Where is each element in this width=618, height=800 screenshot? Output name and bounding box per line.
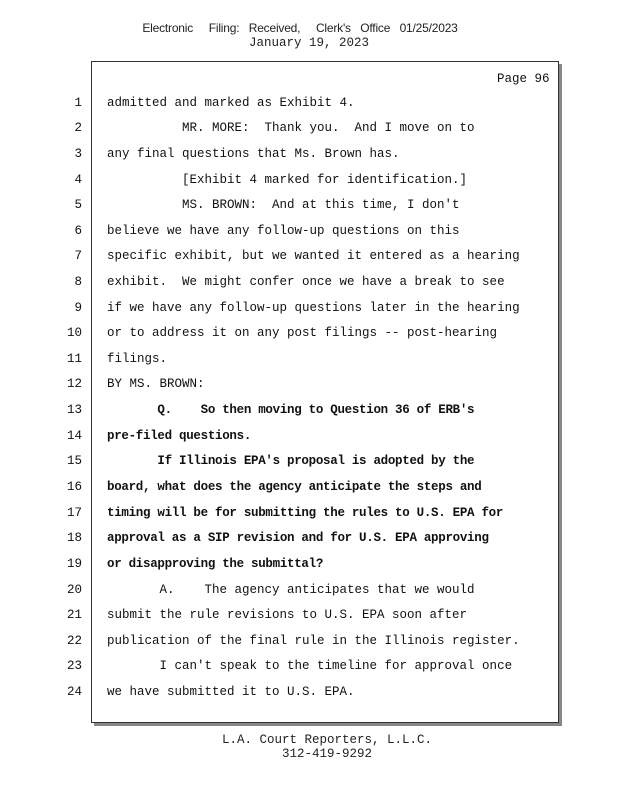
reporter-company: L.A. Court Reporters, L.L.C. [221, 733, 433, 747]
page-number: Page 96 [497, 72, 550, 86]
line-text: filings. [107, 352, 168, 366]
line-number: 18 [66, 531, 82, 545]
line-number: 17 [66, 506, 82, 520]
line-number: 8 [74, 275, 82, 289]
line-number: 9 [74, 301, 82, 315]
line-number: 13 [66, 403, 82, 417]
line-text: If Illinois EPA's proposal is adopted by the [107, 454, 475, 468]
line-number: 12 [66, 377, 82, 391]
line-number: 4 [74, 173, 82, 187]
line-text: believe we have any follow-up questions on this [107, 224, 460, 238]
line-number: 20 [66, 583, 82, 597]
line-text: board, what does the agency anticipate the steps and [107, 480, 482, 494]
line-text: specific exhibit, but we wanted it entered as a hearing [107, 249, 520, 263]
transcript-date: January 19, 2023 [248, 36, 370, 50]
line-number: 14 [66, 429, 82, 443]
line-text: any final questions that Ms. Brown has. [107, 147, 400, 161]
line-text: approval as a SIP revision and for U.S. EPA approving [107, 531, 489, 545]
line-number: 7 [74, 249, 82, 263]
line-number: 2 [74, 121, 82, 135]
line-number: 3 [74, 147, 82, 161]
line-number: 15 [66, 454, 82, 468]
line-text: MS. BROWN: And at this time, I don't [107, 198, 460, 212]
line-text: exhibit. We might confer once we have a break to see [107, 275, 505, 289]
line-number: 19 [66, 557, 82, 571]
line-text: or to address it on any post filings -- post-hearing [107, 326, 498, 340]
line-number: 23 [66, 659, 82, 673]
line-number: 6 [74, 224, 82, 238]
line-number: 22 [66, 634, 82, 648]
line-text: I can't speak to the timeline for approval once [107, 659, 513, 673]
line-text: [Exhibit 4 marked for identification.] [107, 173, 468, 187]
filing-stamp: Electronic Filing: Received, Clerk's Office 01/25/2023 [142, 21, 458, 35]
line-text: MR. MORE: Thank you. And I move on to [107, 121, 475, 135]
line-text: Q. So then moving to Question 36 of ERB's [107, 403, 475, 417]
line-number: 1 [74, 96, 82, 110]
line-text: admitted and marked as Exhibit 4. [107, 96, 355, 110]
line-number: 24 [66, 685, 82, 699]
line-text: A. The agency anticipates that we would [107, 583, 475, 597]
line-number: 16 [66, 480, 82, 494]
line-text: we have submitted it to U.S. EPA. [107, 685, 355, 699]
line-number: 21 [66, 608, 82, 622]
line-text: or disapproving the submittal? [107, 557, 324, 571]
line-text: publication of the final rule in the Illinois register. [107, 634, 520, 648]
reporter-phone: 312-419-9292 [281, 747, 372, 761]
line-text: pre-filed questions. [107, 429, 252, 443]
line-text: timing will be for submitting the rules to U.S. EPA for [107, 506, 504, 520]
line-number: 5 [74, 198, 82, 212]
line-text: if we have any follow-up questions later in the hearing [107, 301, 520, 315]
line-number: 11 [66, 352, 82, 366]
line-text: submit the rule revisions to U.S. EPA soon after [107, 608, 468, 622]
line-number: 10 [66, 326, 82, 340]
line-text: BY MS. BROWN: [107, 377, 205, 391]
